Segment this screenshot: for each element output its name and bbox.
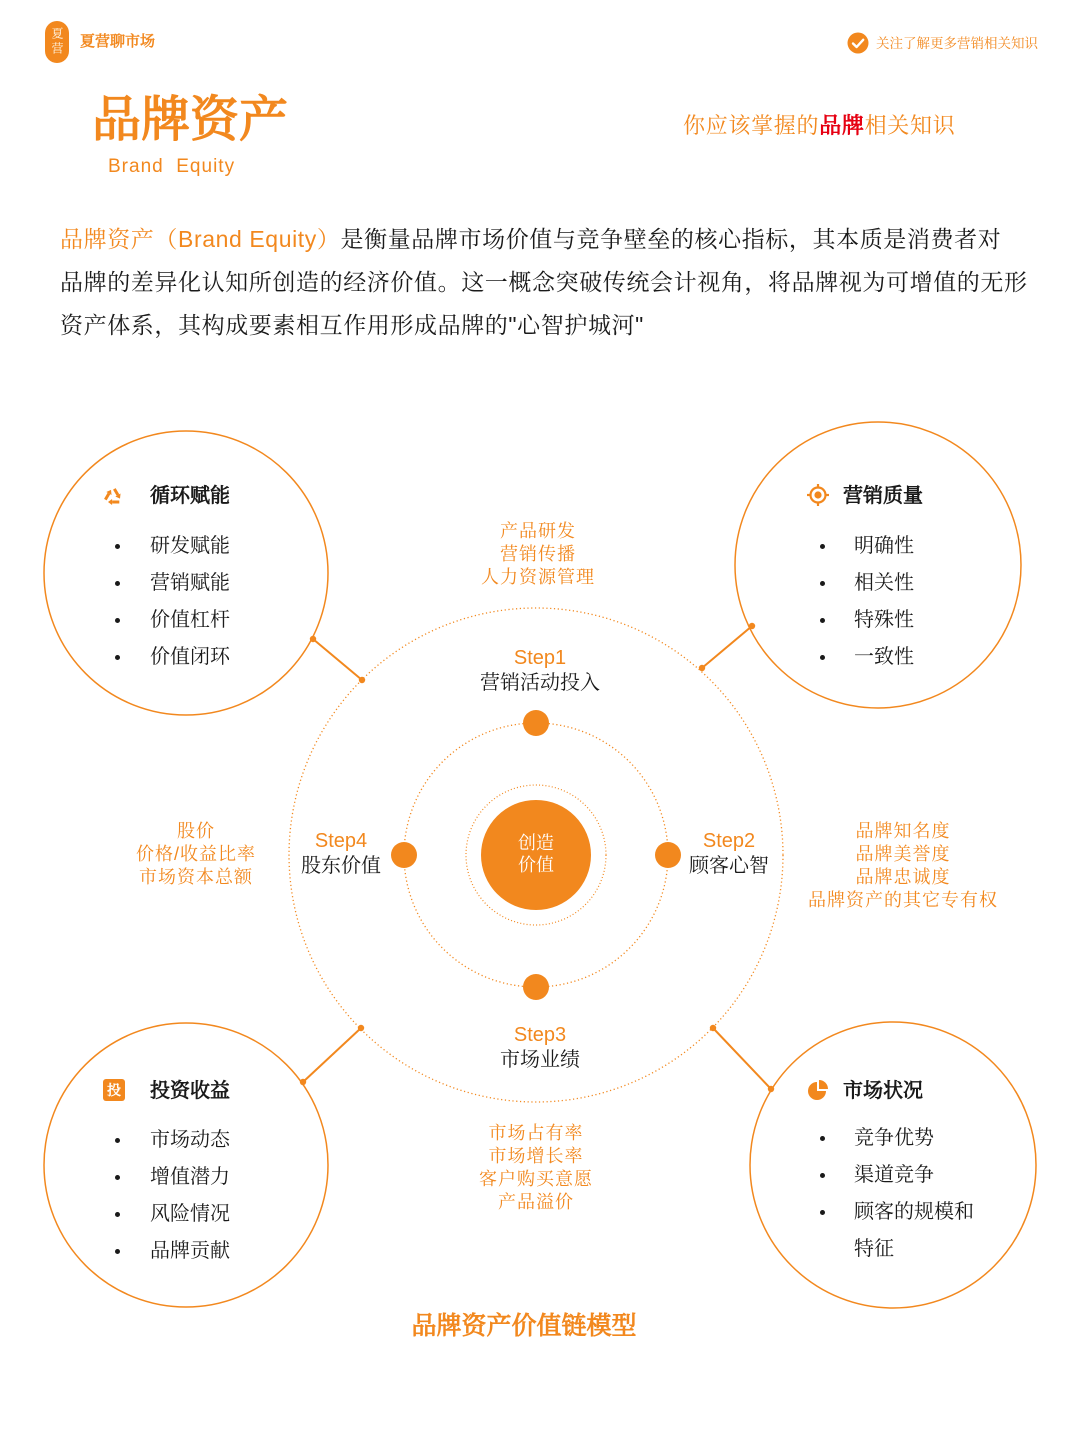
factor-title: 营销质量 <box>843 485 923 507</box>
step3-number: Step3 <box>513 1024 567 1046</box>
list-item-text: 渠道竞争 <box>854 1163 934 1186</box>
list-item <box>806 528 984 565</box>
list-item-text: 顾客的规模和特征 <box>854 1200 974 1260</box>
step1-name: 营销活动投入 <box>480 671 600 694</box>
factor-cycle <box>100 483 340 713</box>
bullet <box>820 618 825 623</box>
step4-number: Step4 <box>314 830 368 852</box>
factor-quality <box>806 483 1046 713</box>
list-item <box>100 1159 280 1196</box>
bullet <box>820 1173 825 1178</box>
list-item <box>100 528 280 565</box>
pie-chart-icon <box>806 1078 830 1102</box>
bullet <box>115 618 120 623</box>
intro-line-1-text: 是衡量品牌市场价值与竞争壁垒的核心指标，其本质是消费者对 <box>340 226 1002 252</box>
step4-notes <box>106 820 286 889</box>
list-item-text: 风险情况 <box>150 1202 230 1225</box>
list-item <box>806 565 984 602</box>
list-item-text: 研发赋能 <box>150 534 230 557</box>
note-item: 品牌忠诚度 <box>855 867 951 887</box>
list-item <box>100 1122 280 1159</box>
list-item-text: 市场动态 <box>150 1128 230 1151</box>
list-item-text: 价值杠杆 <box>150 608 230 631</box>
note-item: 价格/收益比率 <box>135 844 256 864</box>
logo-badge <box>45 21 69 63</box>
list-item <box>100 602 280 639</box>
note-item: 品牌资产的其它专有权 <box>808 890 998 910</box>
intro-line-3: 资产体系，其构成要素相互作用形成品牌的"心智护城河" <box>60 312 644 338</box>
intro-paragraph <box>60 218 1028 347</box>
follow-text: 关注了解更多营销相关知识 <box>876 36 1038 51</box>
list-item-text: 竞争优势 <box>854 1126 934 1149</box>
list-item <box>806 1194 984 1268</box>
step1-node <box>523 710 549 736</box>
note-item: 营销传播 <box>500 544 576 564</box>
list-item-text: 价值闭环 <box>150 645 230 668</box>
core-label <box>486 832 586 876</box>
list-item <box>100 565 280 602</box>
bullet <box>820 1210 825 1215</box>
step3-node <box>523 974 549 1000</box>
list-item <box>100 1233 280 1270</box>
bullet <box>820 655 825 660</box>
note-item: 产品溢价 <box>498 1192 574 1212</box>
bullet <box>820 581 825 586</box>
step3-label <box>460 1023 620 1072</box>
note-item: 客户购买意愿 <box>479 1169 593 1189</box>
step4-label <box>271 829 411 878</box>
bullet <box>115 1212 120 1217</box>
note-item: 市场资本总额 <box>139 867 253 887</box>
bullet <box>115 544 120 549</box>
list-item-text: 增值潜力 <box>150 1165 230 1188</box>
note-item: 人力资源管理 <box>481 567 595 587</box>
note-item: 市场增长率 <box>488 1146 584 1166</box>
page-title: 品牌资产 <box>92 93 289 147</box>
note-item: 产品研发 <box>500 521 576 541</box>
note-item: 品牌美誉度 <box>855 844 951 864</box>
list-item <box>806 602 984 639</box>
target-icon <box>806 483 830 507</box>
step1-number: Step1 <box>513 647 567 669</box>
step3-name: 市场业绩 <box>500 1048 580 1071</box>
subtitle-highlight: 品牌 <box>819 113 865 138</box>
core-label-line-2: 价值 <box>518 855 554 875</box>
list-item-text: 品牌贡献 <box>150 1239 230 1262</box>
list-item <box>806 1157 984 1194</box>
subtitle-suffix: 相关知识 <box>864 113 956 138</box>
page-title-english: Brand Equity <box>108 156 236 177</box>
recycle-icon <box>101 483 125 507</box>
bullet <box>820 544 825 549</box>
list-item <box>806 1120 984 1157</box>
step2-name: 顾客心智 <box>689 854 769 877</box>
factor-list <box>100 1122 280 1270</box>
intro-line-1 <box>60 218 1028 261</box>
step3-notes <box>436 1122 636 1214</box>
intro-highlight: 品牌资产（Brand Equity） <box>60 226 341 252</box>
list-item <box>806 639 984 676</box>
step2-label <box>659 829 799 878</box>
check-circle-icon <box>847 32 869 54</box>
bullet <box>820 1136 825 1141</box>
list-item <box>100 639 280 676</box>
factor-title: 循环赋能 <box>150 485 230 507</box>
factor-title: 投资收益 <box>150 1080 230 1102</box>
subtitle-prefix: 你应该掌握的 <box>683 113 820 138</box>
step2-notes <box>793 820 1013 912</box>
logo-text: 夏营 <box>50 27 64 57</box>
factor-market <box>806 1078 1046 1308</box>
intro-line-2: 品牌的差异化认知所创造的经济价值。这一概念突破传统会计视角，将品牌视为可增值的无形 <box>60 269 1028 295</box>
connector-market <box>710 1025 774 1092</box>
list-item-text: 相关性 <box>854 571 914 594</box>
connector-quality <box>699 623 755 671</box>
subtitle <box>683 112 955 140</box>
list-item-text: 明确性 <box>854 534 914 557</box>
list-item-text: 营销赋能 <box>150 571 230 594</box>
step1-notes <box>438 520 638 589</box>
list-item-text: 一致性 <box>854 645 914 668</box>
factor-title: 市场状况 <box>843 1080 923 1102</box>
bullet <box>115 1138 120 1143</box>
core-label-line-1: 创造 <box>518 833 554 853</box>
diagram-caption: 品牌资产价值链模型 <box>411 1312 637 1340</box>
list-item-text: 特殊性 <box>854 608 914 631</box>
note-item: 市场占有率 <box>488 1123 584 1143</box>
connector-return <box>300 1025 364 1085</box>
bullet <box>115 581 120 586</box>
bullet <box>115 1175 120 1180</box>
bullet <box>115 1249 120 1254</box>
factor-list <box>806 1120 984 1268</box>
step4-name: 股东价值 <box>301 854 381 877</box>
bullet <box>115 655 120 660</box>
factor-list <box>100 528 280 676</box>
step2-number: Step2 <box>702 830 756 852</box>
invest-icon: 投 <box>103 1079 125 1101</box>
step1-label <box>440 646 640 695</box>
list-item <box>100 1196 280 1233</box>
note-item: 品牌知名度 <box>855 821 951 841</box>
factor-return <box>100 1078 340 1308</box>
factor-list <box>806 528 984 676</box>
note-item: 股价 <box>177 821 215 841</box>
brand-name: 夏营聊市场 <box>80 33 156 50</box>
